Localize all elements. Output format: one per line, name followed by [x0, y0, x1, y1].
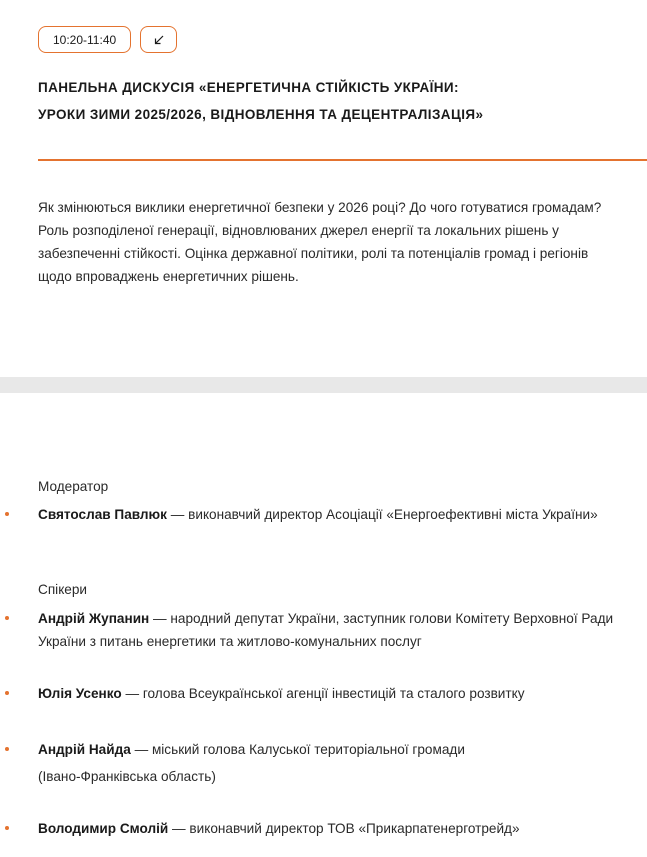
moderator-label: Модератор [38, 479, 109, 494]
bullet-icon [5, 691, 9, 695]
collapse-button[interactable] [140, 26, 177, 53]
person-name: Володимир Смолій [38, 821, 169, 836]
person-role: — виконавчий директор ТОВ «Прикарпатенерготрейд» [168, 821, 520, 836]
bullet-icon [5, 747, 9, 751]
person-role: — голова Всеукраїнської агенції інвестицій та сталого розвитку [121, 686, 525, 701]
bullet-icon [5, 512, 9, 516]
bullet-icon [5, 826, 9, 830]
arrow-down-left-icon [153, 34, 165, 46]
person-role: — народний депутат України, заступник голови Комітету Верховної Ради України з питань енергетики та житлово-комунальних послуг [38, 611, 614, 649]
session-title-line-2: УРОКИ ЗИМИ 2025/2026, ВІДНОВЛЕННЯ ТА ДЕЦЕНТРАЛІЗАЦІЯ» [38, 107, 484, 122]
person-role-location: (Івано-Франківська область) [38, 769, 216, 784]
section-separator-band [0, 377, 647, 393]
speakers-label: Спікери [38, 582, 88, 597]
session-title [38, 74, 628, 128]
session-header-controls [38, 26, 177, 53]
speaker-item [38, 682, 628, 705]
person-name: Андрій Найда [38, 742, 131, 757]
person-role: — виконавчий директор Асоціації «Енергоефективні міста України» [166, 507, 598, 522]
time-badge: 10:20-11:40 [38, 26, 131, 53]
title-divider [38, 159, 647, 161]
person-name: Юлія Усенко [38, 686, 122, 701]
person-role: — міський голова Калуської територіальної громади [130, 742, 465, 757]
speaker-item [38, 607, 628, 653]
session-description: Як змінюються виклики енергетичної безпеки у 2026 році? До чого готуватися громадам? Роль розподіленої генерації, відновлюваних джерел енергії та локальних рішень у забезпеченні стійкості. Оцінка державної політики, ролі та потенціалів громад і регіонів щодо впроваджень енергетичних рішень. [38, 200, 602, 284]
speaker-item [38, 817, 628, 840]
moderator-item [38, 503, 628, 526]
speaker-item [38, 736, 628, 790]
person-name: Андрій Жупанин [38, 611, 150, 626]
session-title-line-1: ПАНЕЛЬНА ДИСКУСІЯ «ЕНЕРГЕТИЧНА СТІЙКІСТЬ УКРАЇНИ: [38, 80, 459, 95]
person-name: Святослав Павлюк [38, 507, 167, 522]
bullet-icon [5, 616, 9, 620]
